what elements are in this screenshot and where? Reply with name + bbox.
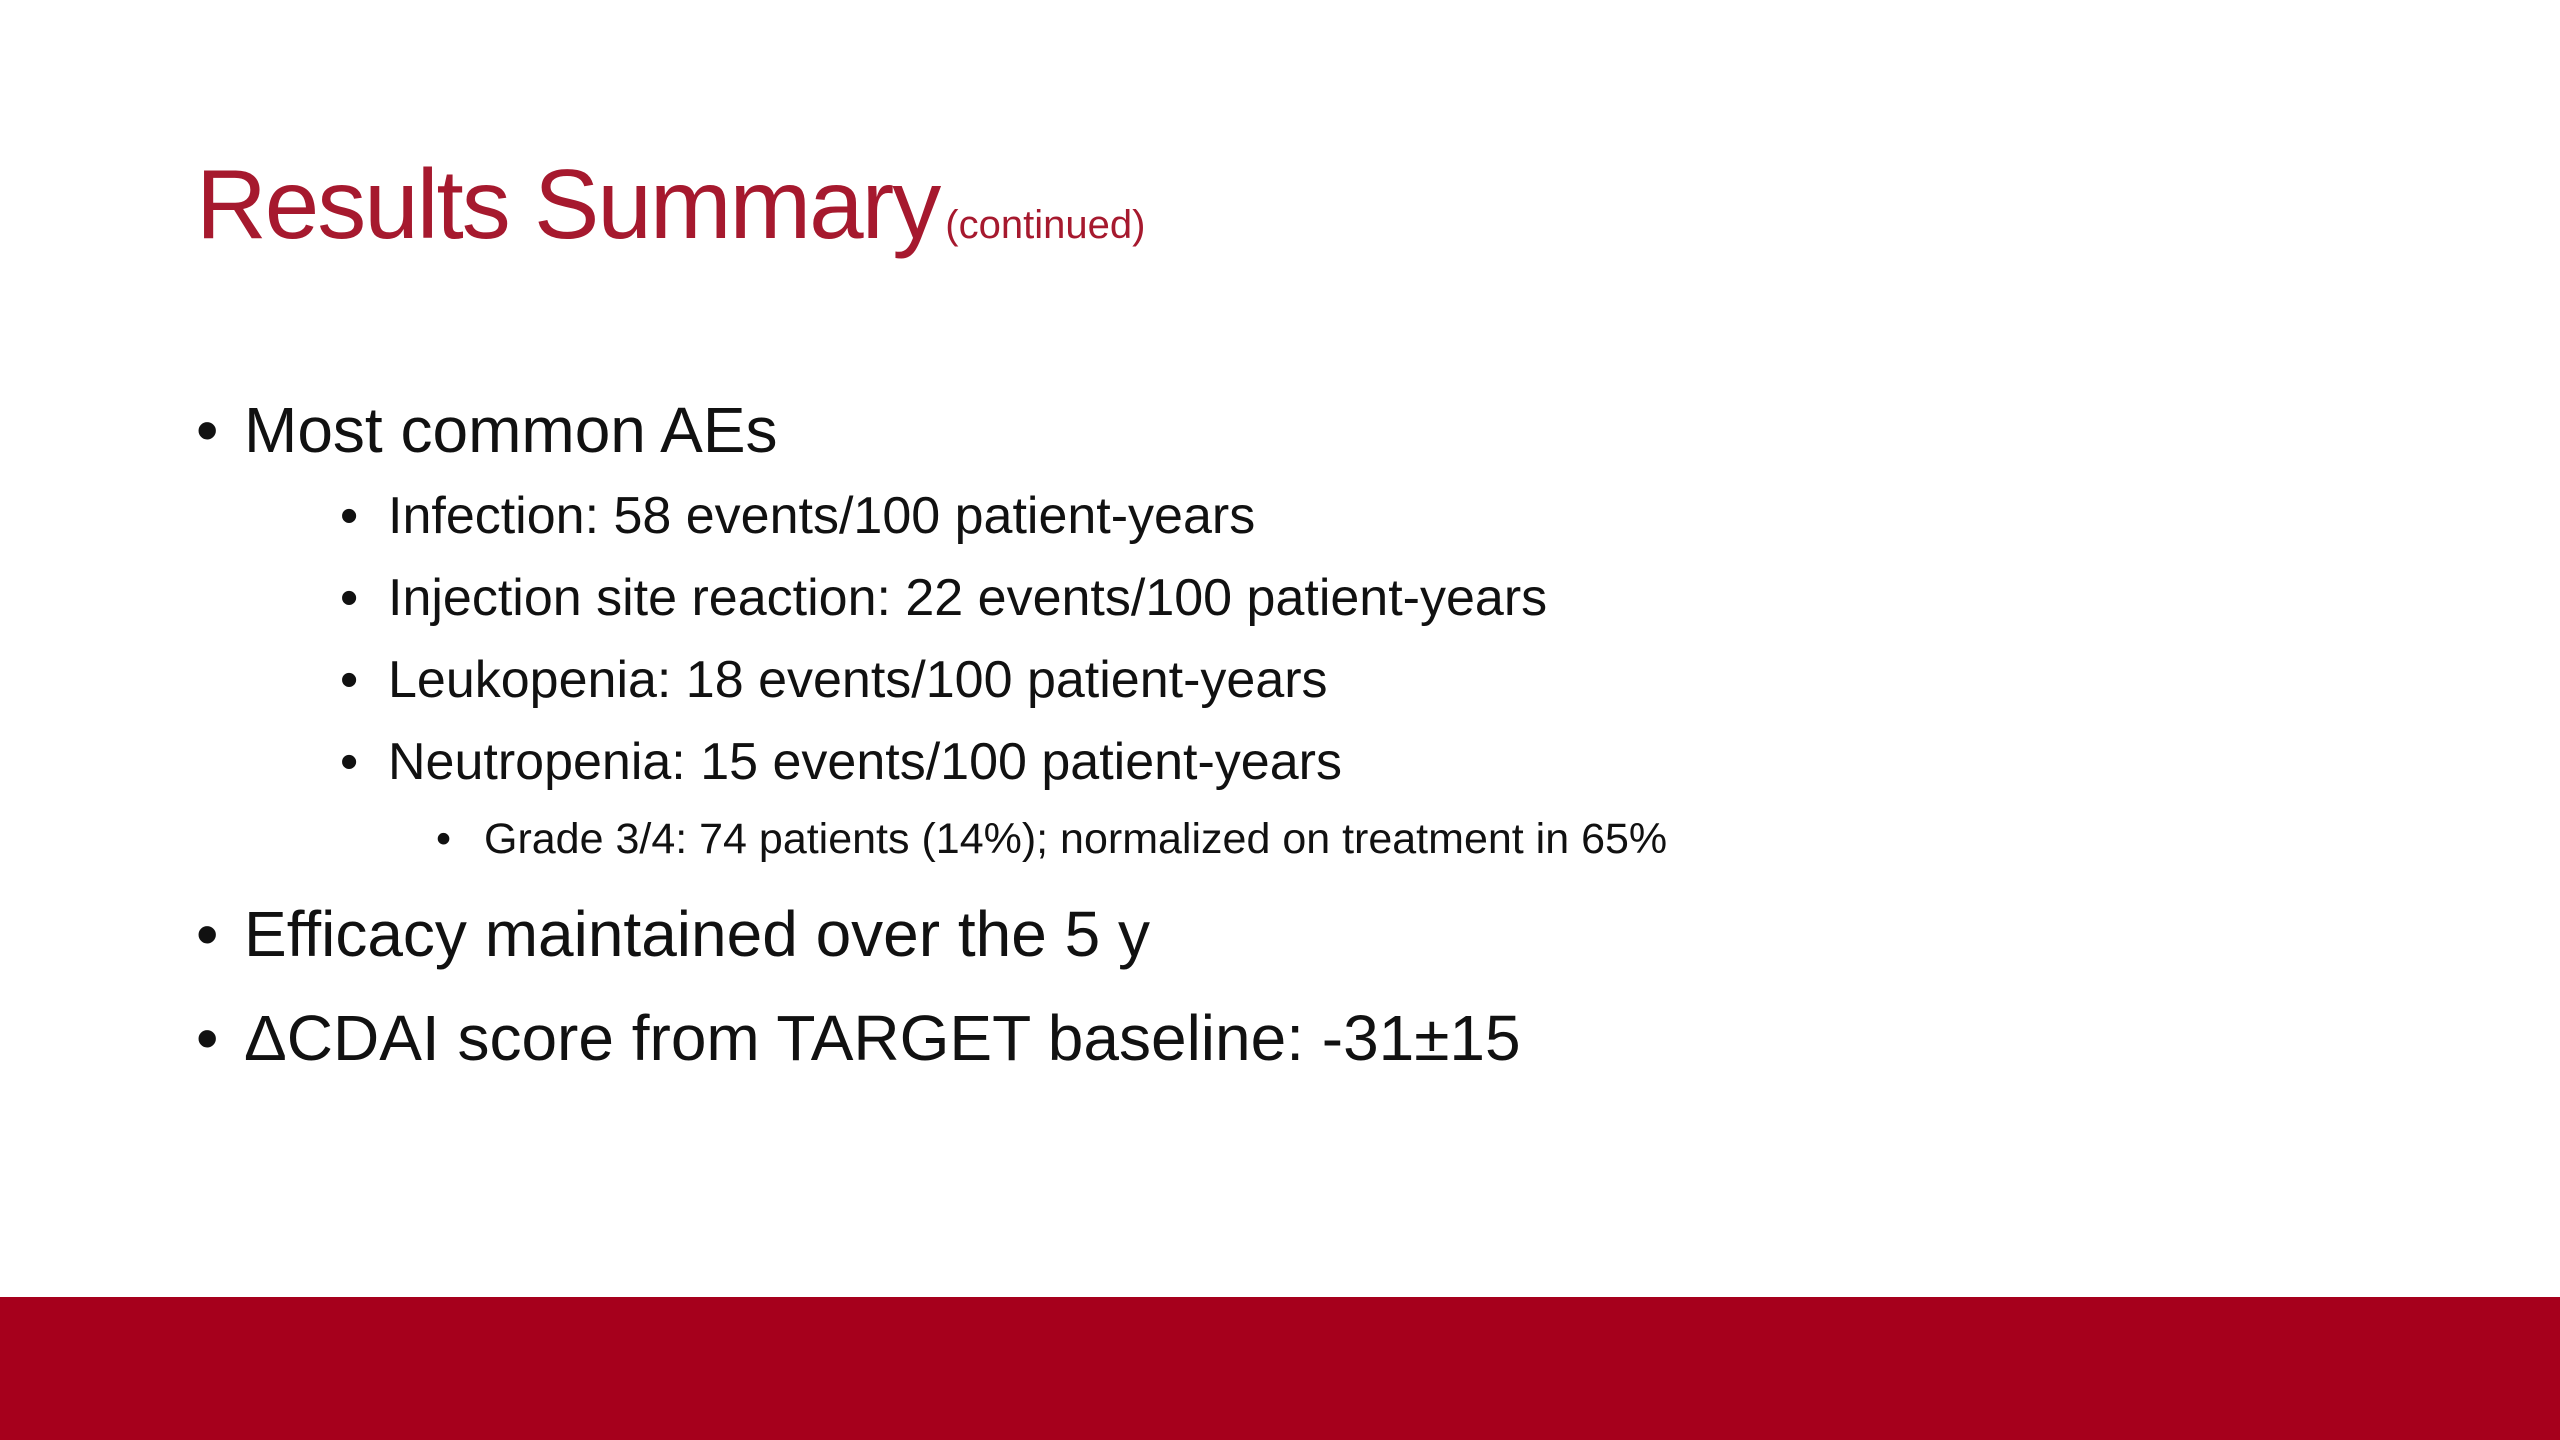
title-suffix: (continued) [945,203,1146,247]
sub-bullet-item [340,557,2396,639]
bullet-dot-icon: • [340,569,359,627]
bullet-list [196,385,2396,1097]
sub-sub-bullet-text: Grade 3/4: 74 patients (14%); normalized on treatment in 65% [484,815,1668,863]
sub-bullet-item [340,475,2396,557]
bullet-dot-icon: • [340,733,359,791]
sub-bullet-item [340,639,2396,721]
bullet-dot-icon: • [196,1002,219,1074]
bullet-text: Most common AEs [244,394,778,466]
sub-bullet-text: Leukopenia: 18 events/100 patient-years [388,651,1328,709]
bullet-dot-icon: • [196,898,219,970]
sub-bullet-item [340,721,2396,803]
bullet-text: ΔCDAI score from TARGET baseline: -31±15 [244,1002,1521,1074]
sub-bullet-text: Infection: 58 events/100 patient-years [388,487,1256,545]
bullet-item [196,889,2396,979]
footer-bar [0,1297,2560,1440]
bullet-dot-icon: • [436,815,452,863]
bullet-item [196,385,2396,875]
bullet-dot-icon: • [340,651,359,709]
sub-bullet-list [244,475,2396,875]
bullet-dot-icon: • [340,487,359,545]
sub-bullet-text: Injection site reaction: 22 events/100 patient-years [388,569,1548,627]
title-text: Results Summary [196,149,940,259]
bullet-dot-icon: • [196,394,219,466]
slide-title [196,148,1145,261]
bullet-item [196,993,2396,1083]
bullet-text: Efficacy maintained over the 5 y [244,898,1150,970]
sub-bullet-text: Neutropenia: 15 events/100 patient-years [388,733,1342,791]
sub-sub-bullet-item [436,803,2396,875]
